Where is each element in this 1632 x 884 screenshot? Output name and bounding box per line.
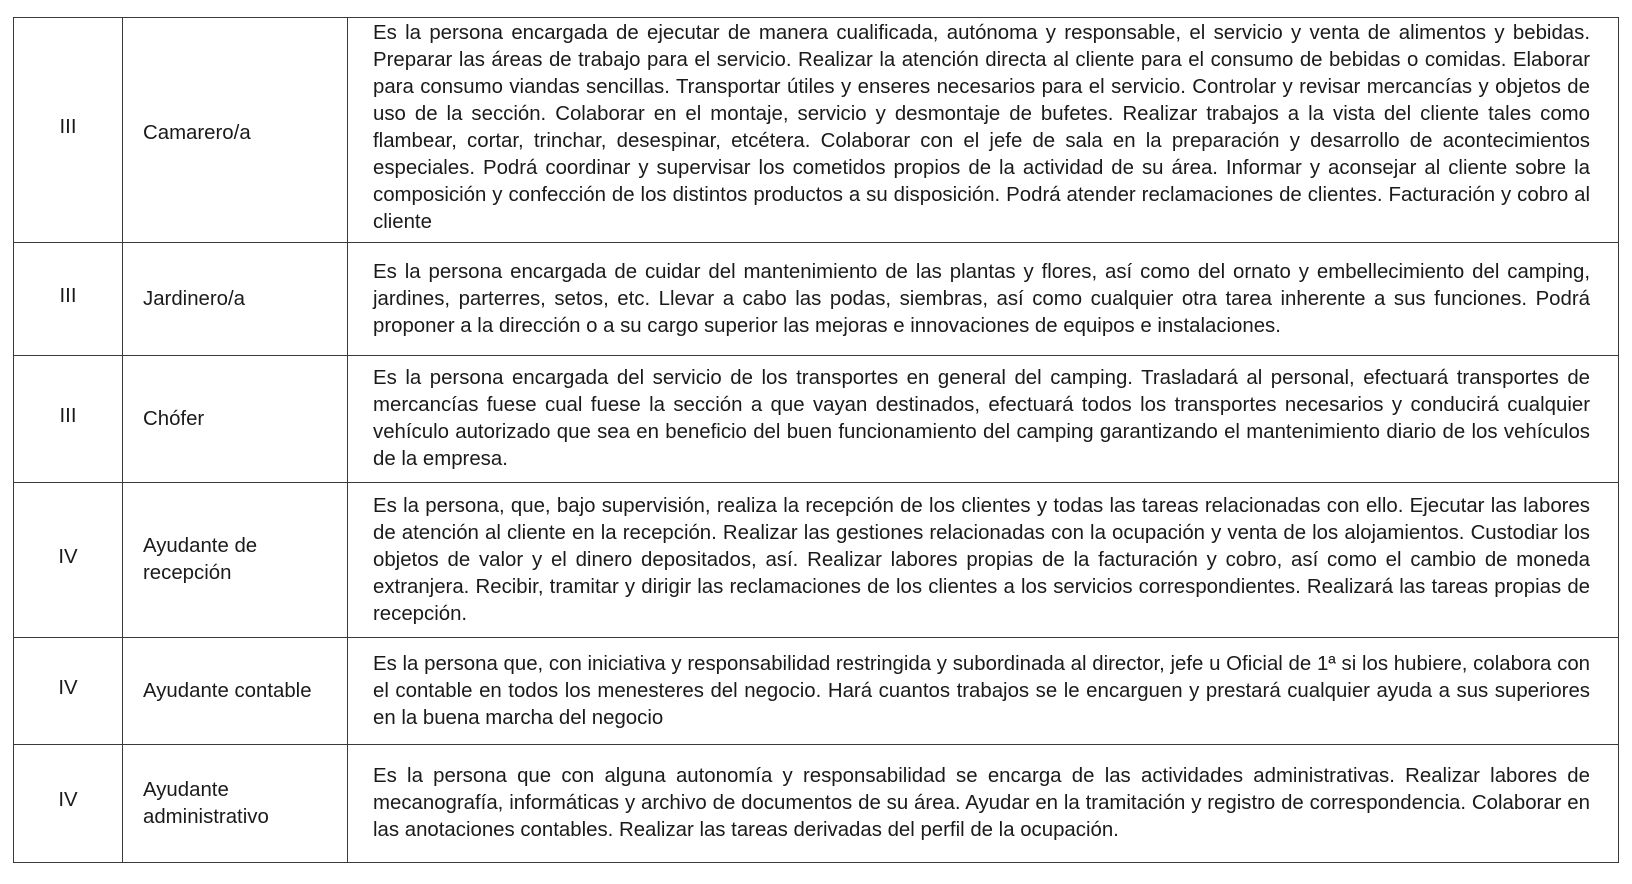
job-title-cell: Camarero/a [123,18,348,243]
job-description-cell: Es la persona encargada de cuidar del mantenimiento de las plantas y flores, así como del ornato y embellecimiento del camping, jardines, parterres, setos, etc. Llevar a cabo las podas, siembras, así como cualquier otra tarea inherente a sus funciones. Podrá proponer a la dirección o a su cargo superior las mejoras e innovaciones de equipos e instalaciones. [348,243,1619,356]
job-title-cell: Chófer [123,356,348,483]
job-description-cell: Es la persona que, con iniciativa y responsabilidad restringida y subordinada al director, jefe u Oficial de 1ª si los hubiere, colabora con el contable en todos los menesteres del negocio. Hará cuantos trabajos se le encarguen y prestará cualquier ayuda a sus superiores en la buena marcha del negocio [348,638,1619,745]
group-level-cell: IV [14,483,123,638]
table-row [14,18,1619,243]
job-title-cell: Jardinero/a [123,243,348,356]
table-row [14,745,1619,863]
table-row [14,243,1619,356]
job-description-cell: Es la persona encargada de ejecutar de manera cualificada, autónoma y responsable, el servicio y venta de alimentos y bebidas. Preparar las áreas de trabajo para el servicio. Realizar la atención directa al cliente para el consumo de bebidas o comidas. Elaborar para consumo viandas sencillas. Transportar útiles y enseres necesarios para el servicio. Controlar y revisar mercancías y objetos de uso de la sección. Colaborar en el montaje, servicio y desmontaje de bufetes. Realizar trabajos a la vista del cliente tales como flambear, cortar, trinchar, desespinar, etcétera. Colaborar con el jefe de sala en la preparación y desarrollo de acontecimientos especiales. Podrá coordinar y supervisar los cometidos propios de la actividad de su área. Informar y aconsejar al cliente sobre la composición y confección de los distintos productos a su disposición. Podrá atender reclamaciones de clientes. Facturación y cobro al cliente [348,18,1619,243]
job-category-table [13,17,1619,863]
group-level-cell: III [14,18,123,243]
job-description-cell: Es la persona, que, bajo supervisión, realiza la recepción de los clientes y todas las tareas relacionadas con ello. Ejecutar las labores de atención al cliente en la recepción. Realizar las gestiones relacionadas con la ocupación y venta de los alojamientos. Custodiar los objetos de valor y el dinero depositados, así. Realizar labores propias de la facturación y cobro, así como el cambio de moneda extranjera. Recibir, tramitar y dirigir las reclamaciones de los clientes a los servicios correspondientes. Realizará las tareas propias de recepción. [348,483,1619,638]
table-row [14,356,1619,483]
job-description-cell: Es la persona que con alguna autonomía y responsabilidad se encarga de las actividades administrativas. Realizar labores de mecanografía, informáticas y archivo de documentos de su área. Ayudar en la tramitación y registro de correspondencia. Colaborar en las anotaciones contables. Realizar las tareas derivadas del perfil de la ocupación. [348,745,1619,863]
table-row [14,483,1619,638]
group-level-cell: IV [14,745,123,863]
job-title-cell: Ayudante contable [123,638,348,745]
group-level-cell: III [14,243,123,356]
job-description-cell: Es la persona encargada del servicio de los transportes en general del camping. Trasladará al personal, efectuará transportes de mercancías fuese cual fuese la sección a que vayan destinados, efectuará todos los transportes necesarios y conducirá cualquier vehículo autorizado que sea en beneficio del buen funcionamiento del camping garantizando el mantenimiento diario de los vehículos de la empresa. [348,356,1619,483]
table-row [14,638,1619,745]
group-level-cell: III [14,356,123,483]
job-title-cell: Ayudante de recepción [123,483,348,638]
group-level-cell: IV [14,638,123,745]
job-title-cell: Ayudante administrativo [123,745,348,863]
